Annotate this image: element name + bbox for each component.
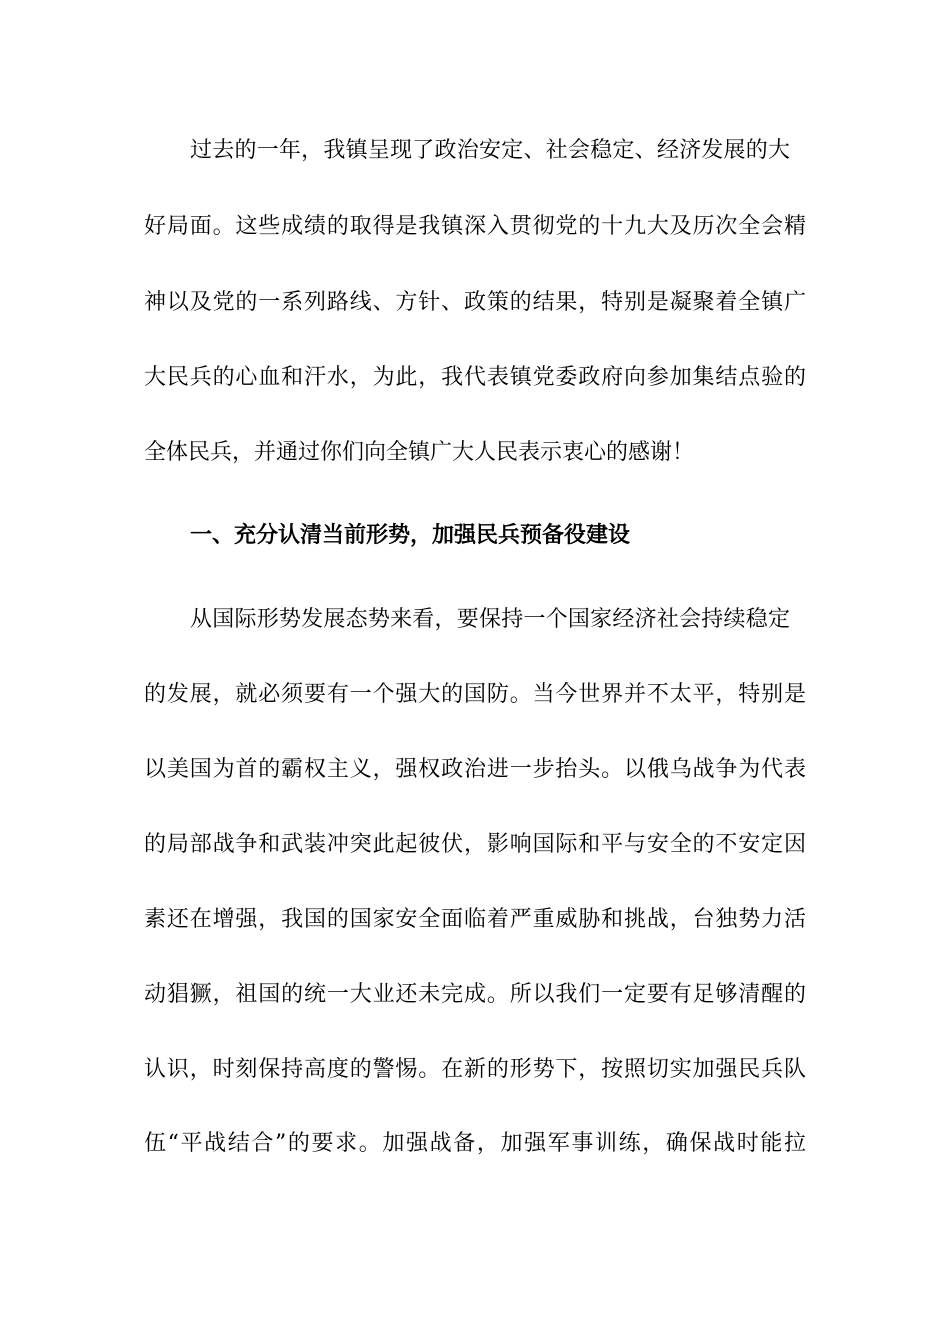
paragraph-1-line-1: 过去的一年，我镇呈现了政治安定、社会稳定、经济发展的大 bbox=[190, 138, 790, 163]
paragraph-2-line-7: 认识，时刻保持高度的警惕。在新的形势下，按照切实加强民兵队 bbox=[144, 1057, 806, 1082]
paragraph-1-line-3: 神以及党的一系列路线、方针、政策的结果，特别是凝聚着全镇广 bbox=[144, 290, 806, 315]
paragraph-2-line-5: 素还在增强，我国的国家安全面临着严重威胁和挑战，台独势力活 bbox=[144, 907, 806, 932]
paragraph-2-line-6: 动猖獗，祖国的统一大业还未完成。所以我们一定要有足够清醒的 bbox=[144, 982, 806, 1007]
paragraph-1-line-5: 全体民兵，并通过你们向全镇广大人民表示衷心的感谢！ bbox=[144, 440, 695, 465]
paragraph-2-line-3: 以美国为首的霸权主义，强权政治进一步抬头。以俄乌战争为代表 bbox=[144, 757, 806, 782]
paragraph-2-line-4: 的局部战争和武装冲突此起彼伏，影响国际和平与安全的不安定因 bbox=[144, 832, 806, 857]
section-heading: 一、充分认清当前形势，加强民兵预备役建设 bbox=[190, 522, 631, 548]
paragraph-2-line-8: 伍“平战结合”的要求。加强战备，加强军事训练，确保战时能拉 bbox=[144, 1131, 806, 1156]
paragraph-2-line-1: 从国际形势发展态势来看，要保持一个国家经济社会持续稳定 bbox=[190, 607, 790, 632]
paragraph-1-line-2: 好局面。这些成绩的取得是我镇深入贯彻党的十九大及历次全会精 bbox=[144, 214, 806, 239]
paragraph-2-line-2: 的发展，就必须要有一个强大的国防。当今世界并不太平，特别是 bbox=[144, 682, 806, 707]
paragraph-1-line-4: 大民兵的心血和汗水，为此，我代表镇党委政府向参加集结点验的 bbox=[144, 365, 806, 390]
